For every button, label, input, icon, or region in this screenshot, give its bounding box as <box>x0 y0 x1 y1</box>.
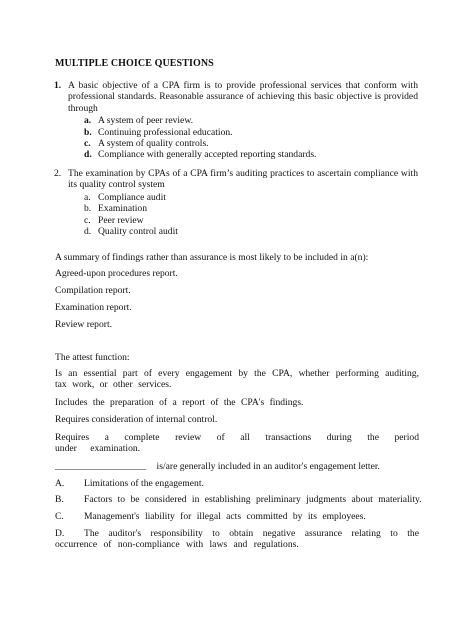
option-1d <box>84 149 418 161</box>
option-letter: c. <box>84 214 91 226</box>
question-4-text: The attest function: <box>55 352 130 363</box>
question-3-option: Examination report. <box>55 302 132 313</box>
option-text: A system of quality controls. <box>98 138 209 149</box>
option-1a <box>84 115 418 127</box>
option-2c <box>84 214 418 226</box>
question-4-option: Requires consideration of internal control. <box>55 414 218 425</box>
option-letter: b. <box>84 126 92 138</box>
option-letter: a. <box>84 191 91 203</box>
option-text: Factors to be considered in establishing preliminary judgments about materiality. <box>84 494 422 505</box>
option-text: Management's liability for illegal acts committed by its employees. <box>84 511 366 522</box>
option-text: Quality control audit <box>98 225 178 237</box>
option-text: Compliance audit <box>98 191 166 203</box>
question-1-options <box>68 115 418 161</box>
option-text: Peer review <box>98 214 144 226</box>
option-2b <box>84 203 418 215</box>
question-2-number: 2. <box>54 168 62 179</box>
option-letter: a. <box>84 115 92 127</box>
answer-blank: ___________________ <box>55 461 147 472</box>
question-2 <box>54 168 418 237</box>
question-4-option: Includes the preparation of a report of the CPA's findings. <box>55 397 304 408</box>
option-letter: d. <box>84 149 92 161</box>
option-1c <box>84 138 418 149</box>
option-letter: D. <box>55 528 65 539</box>
question-1-number: 1. <box>54 80 62 91</box>
question-3-option: Review report. <box>55 319 113 330</box>
option-5d <box>55 528 419 551</box>
question-5-stem <box>55 461 419 472</box>
option-text: A system of peer review. <box>98 115 194 127</box>
question-4-option: Is an essential part of every engagement by the CPA, whether performing auditing, tax work, or other services. <box>55 368 419 391</box>
question-1-text: A basic objective of a CPA firm is to provide professional services that conform with professional standards. Reasonable assurance of achieving this basic objective is provided through <box>68 80 418 114</box>
option-text: Examination <box>98 203 148 215</box>
option-text: Limitations of the engagement. <box>84 478 204 489</box>
question-3-option: Compilation report. <box>55 285 131 296</box>
option-text: The auditor's responsibility to obtain negative assurance relating to the occurrence of non-compliance with laws and regulations. <box>55 528 419 551</box>
section-heading: MULTIPLE CHOICE QUESTIONS <box>55 58 214 69</box>
option-text: Compliance with generally accepted reporting standards. <box>98 149 317 161</box>
question-1 <box>54 80 418 161</box>
option-2a <box>84 191 418 203</box>
question-3-option: Agreed-upon procedures report. <box>55 268 178 279</box>
option-letter: d. <box>84 225 92 237</box>
option-letter: C. <box>55 511 64 522</box>
option-letter: B. <box>55 494 64 505</box>
option-text: Continuing professional education. <box>98 126 233 138</box>
option-letter: b. <box>84 203 92 215</box>
question-2-options <box>68 192 418 238</box>
question-3-text: A summary of findings rather than assurance is most likely to be included in a(n): <box>55 252 369 263</box>
question-4-option: Requires a complete review of all transactions during the period under examination. <box>55 432 419 455</box>
option-1b <box>84 126 418 138</box>
question-2-text: The examination by CPAs of a CPA firm’s auditing practices to ascertain compliance with its quality control system <box>68 168 418 191</box>
option-letter: c. <box>84 138 91 149</box>
option-letter: A. <box>55 478 65 489</box>
option-2d <box>84 225 418 237</box>
question-5-text: is/are generally included in an auditor's engagement letter. <box>156 461 380 472</box>
